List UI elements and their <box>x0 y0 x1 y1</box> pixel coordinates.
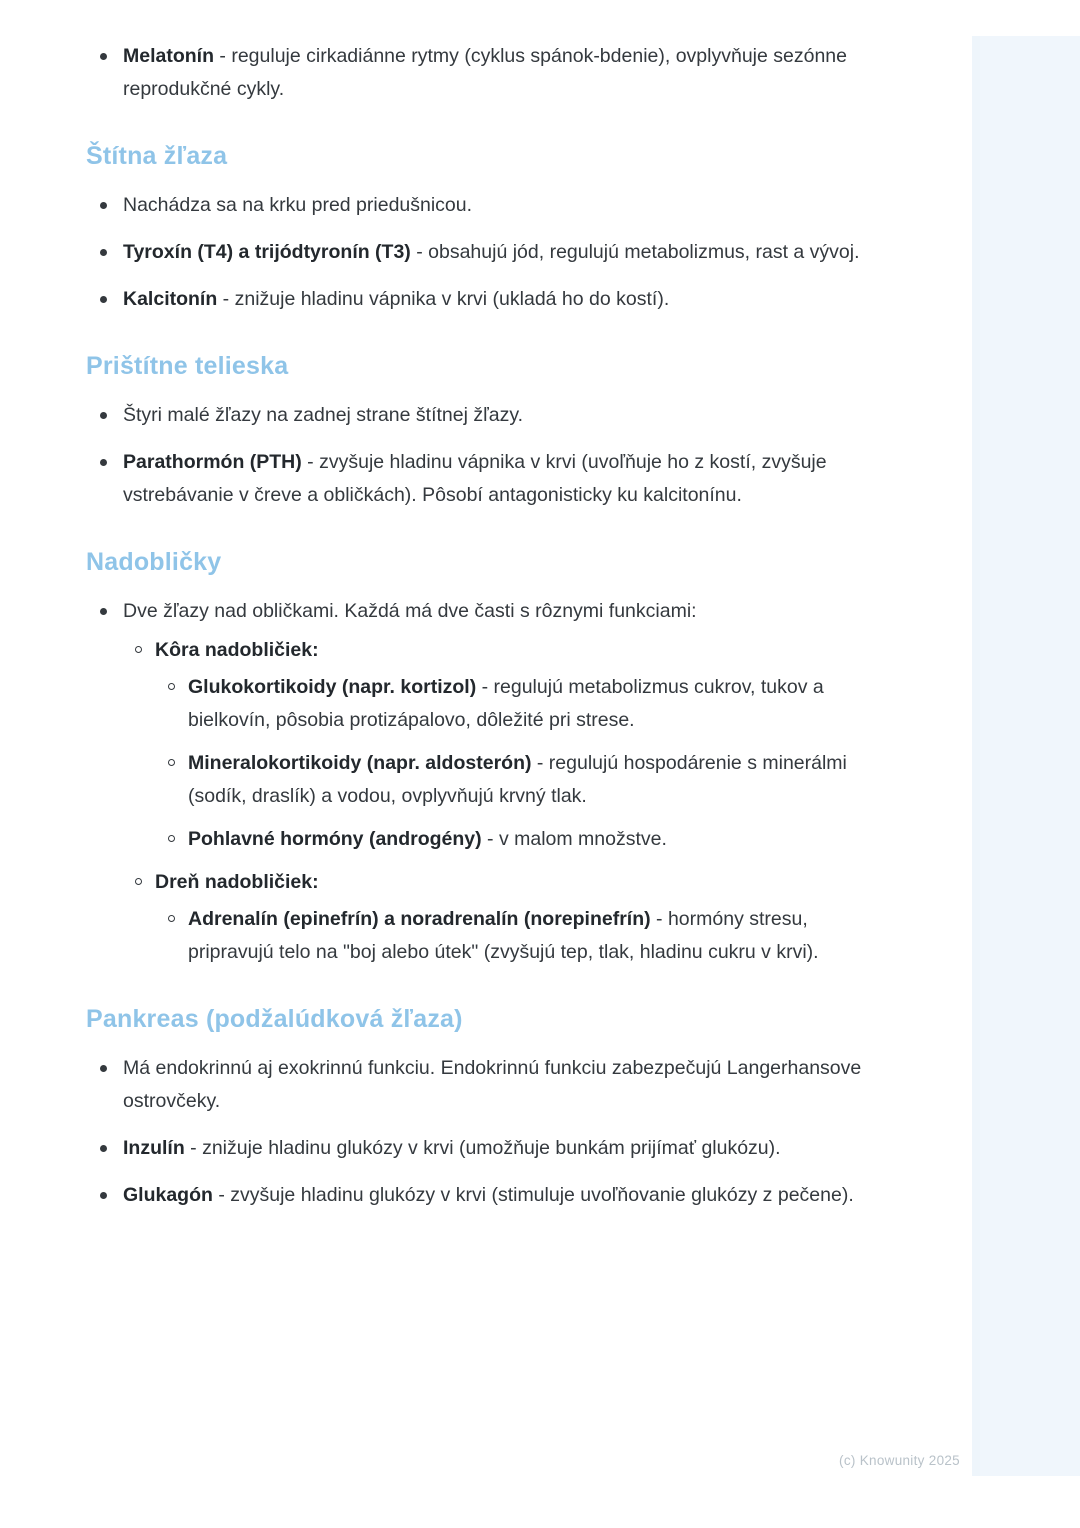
term-description: - reguluje cirkadiánne rytmy (cyklus spánok-bdenie), ovplyvňuje sezónne reprodukčné cykly. <box>123 45 847 100</box>
section-heading-nadobliky: Nadobličky <box>86 548 222 576</box>
section-heading-pristitne-telieska: Prištítne telieska <box>86 352 289 380</box>
list-item <box>86 40 876 106</box>
list-item <box>155 903 876 969</box>
list-item <box>86 1132 876 1165</box>
term-description: - zvyšuje hladinu vápnika v krvi (uvoľňuje ho z kostí, zvyšuje vstrebávanie v čreve a obličkách). Pôsobí antagonisticky ku kalcitonínu. <box>123 451 827 506</box>
term-label: Parathormón (PTH) <box>123 451 302 473</box>
intro-bullet-list <box>86 40 876 106</box>
term-description: - regulujú metabolizmus cukrov, tukov a bielkovín, pôsobia protizápalovo, dôležité pri strese. <box>188 676 824 731</box>
section-heading-pankreas: Pankreas (podžalúdková žľaza) <box>86 1005 463 1033</box>
sub-sub-list-kora <box>155 671 876 856</box>
term-description: - obsahujú jód, regulujú metabolizmus, rast a vývoj. <box>410 241 860 263</box>
term-label: Glukagón <box>123 1184 213 1206</box>
sub-list-nadobliky <box>123 634 876 969</box>
term-label: Pohlavné hormóny (androgény) <box>188 828 482 850</box>
term-description: - v malom množstve. <box>481 828 667 850</box>
term-label: Tyroxín (T4) a trijódtyronín (T3) <box>123 241 411 263</box>
term-label: Melatonín <box>123 45 214 67</box>
section-list-stitna-zlaza <box>86 189 876 316</box>
list-item <box>86 446 876 512</box>
section-list-pristitne-telieska <box>86 399 876 512</box>
term-description: - znižuje hladinu vápnika v krvi (ukladá ho do kostí). <box>217 288 670 310</box>
list-item <box>86 236 876 269</box>
list-item <box>86 1179 876 1212</box>
list-item <box>155 747 876 813</box>
term-label: Mineralokortikoidy (napr. aldosterón) <box>188 752 532 774</box>
term-description: Má endokrinnú aj exokrinnú funkciu. Endokrinnú funkciu zabezpečujú Langerhansove ostrovčeky. <box>123 1057 862 1112</box>
page-right-margin-strip-inner <box>980 36 1080 1476</box>
term-description: Štyri malé žľazy na zadnej strane štítnej žľazy. <box>123 404 524 426</box>
term-label: Kalcitonín <box>123 288 218 310</box>
term-description: - zvyšuje hladinu glukózy v krvi (stimuluje uvoľňovanie glukózy z pečene). <box>212 1184 854 1206</box>
section-list-pankreas <box>86 1052 876 1212</box>
sub-sub-list-dren <box>155 903 876 969</box>
list-item <box>86 1052 876 1118</box>
list-item <box>155 823 876 856</box>
document-content <box>86 40 876 1226</box>
term-description: - znižuje hladinu glukózy v krvi (umožňuje bunkám prijímať glukózu). <box>184 1137 781 1159</box>
sub-group-label: Dreň nadobličiek: <box>155 871 319 893</box>
list-item <box>86 399 876 432</box>
list-item <box>123 866 876 969</box>
term-label: Glukokortikoidy (napr. kortizol) <box>188 676 477 698</box>
sub-group-label: Kôra nadobličiek: <box>155 639 319 661</box>
term-description: - hormóny stresu, pripravujú telo na "boj alebo útek" (zvyšujú tep, tlak, hladinu cukru v krvi). <box>188 908 819 963</box>
list-item <box>86 595 876 969</box>
section-heading-stitna-zlaza: Štítna žľaza <box>86 142 228 170</box>
list-item <box>86 283 876 316</box>
term-label: Inzulín <box>123 1137 185 1159</box>
term-label: Adrenalín (epinefrín) a noradrenalín (norepinefrín) <box>188 908 651 930</box>
section-list-nadobliky <box>86 595 876 969</box>
term-description: - regulujú hospodárenie s minerálmi (sodík, draslík) a vodou, ovplyvňujú krvný tlak. <box>188 752 847 807</box>
list-item <box>86 189 876 222</box>
list-item <box>155 671 876 737</box>
list-item <box>123 634 876 856</box>
copyright-footer: (c) Knowunity 2025 <box>839 1453 960 1468</box>
term-description: Nachádza sa na krku pred priedušnicou. <box>123 194 473 216</box>
term-description: Dve žľazy nad obličkami. Každá má dve časti s rôznymi funkciami: <box>123 600 697 622</box>
